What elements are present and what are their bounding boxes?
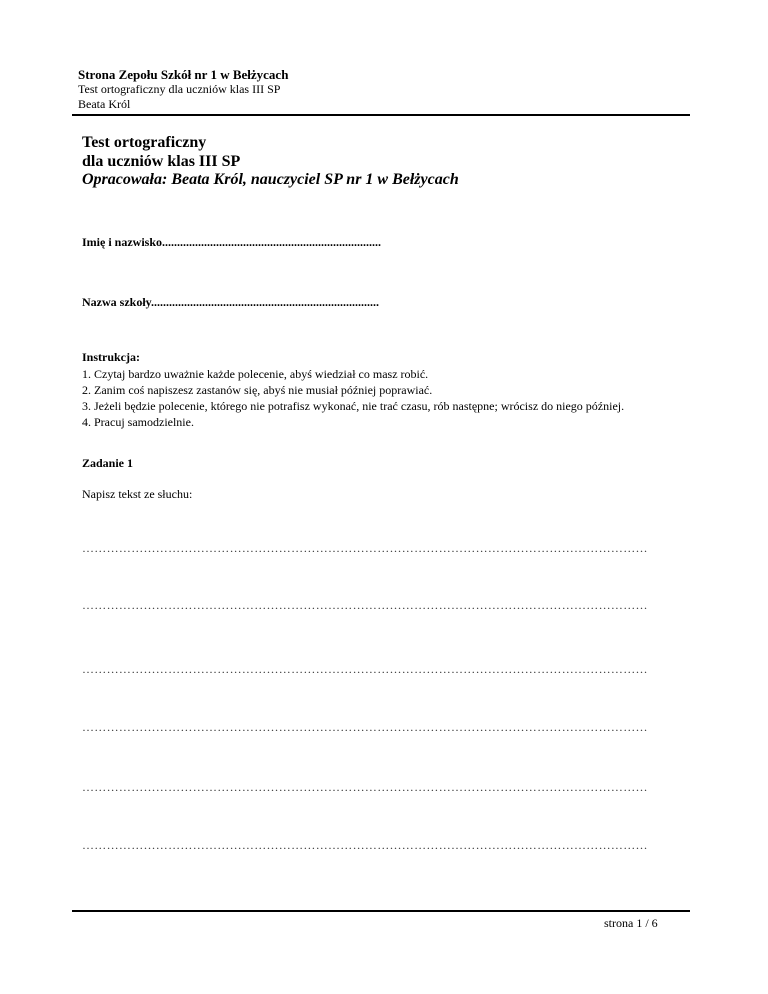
instructions-heading: Instrukcja: bbox=[82, 350, 141, 364]
answer-line[interactable]: ………………………………………………………………………………………………………………………… bbox=[82, 598, 648, 612]
test-title: Test ortograficzny bbox=[82, 134, 207, 151]
test-author-line: Opracowała: Beata Król, nauczyciel SP nr 1 w Bełżycach bbox=[82, 171, 459, 188]
instruction-item: 3. Jeżeli będzie polecenie, którego nie potrafisz wykonać, nie trać czasu, rób następne; wrócisz do niego później. bbox=[82, 399, 625, 413]
instruction-item: 1. Czytaj bardzo uważnie każde polecenie, abyś wiedział co masz robić. bbox=[82, 367, 429, 381]
header-site-title: Strona Zepołu Szkół nr 1 w Bełżycach bbox=[78, 67, 289, 82]
answer-line[interactable]: ………………………………………………………………………………………………………………………… bbox=[82, 662, 648, 676]
header-divider bbox=[72, 114, 690, 116]
task-prompt: Napisz tekst ze słuchu: bbox=[82, 487, 193, 501]
footer-divider bbox=[72, 910, 690, 912]
answer-line[interactable]: ………………………………………………………………………………………………………………………… bbox=[82, 541, 648, 555]
instructions-list bbox=[82, 366, 624, 430]
page-number: strona 1 / 6 bbox=[604, 916, 658, 930]
task-heading: Zadanie 1 bbox=[82, 456, 134, 470]
instruction-item: 4. Pracuj samodzielnie. bbox=[82, 415, 194, 429]
answer-line[interactable]: ………………………………………………………………………………………………………………………… bbox=[82, 720, 648, 734]
name-field[interactable]: Imię i nazwisko......................................................................... bbox=[82, 235, 382, 249]
instruction-item: 2. Zanim coś napiszesz zastanów się, abyś nie musiał później poprawiać. bbox=[82, 383, 433, 397]
answer-line[interactable]: ………………………………………………………………………………………………………………………… bbox=[82, 838, 648, 852]
header-subtitle: Test ortograficzny dla uczniów klas III SP bbox=[78, 82, 281, 96]
answer-line[interactable]: ………………………………………………………………………………………………………………………… bbox=[82, 780, 648, 794]
school-field[interactable]: Nazwa szkoły............................................................................ bbox=[82, 295, 379, 309]
test-audience: dla uczniów klas III SP bbox=[82, 153, 241, 170]
header-author: Beata Król bbox=[78, 97, 131, 111]
